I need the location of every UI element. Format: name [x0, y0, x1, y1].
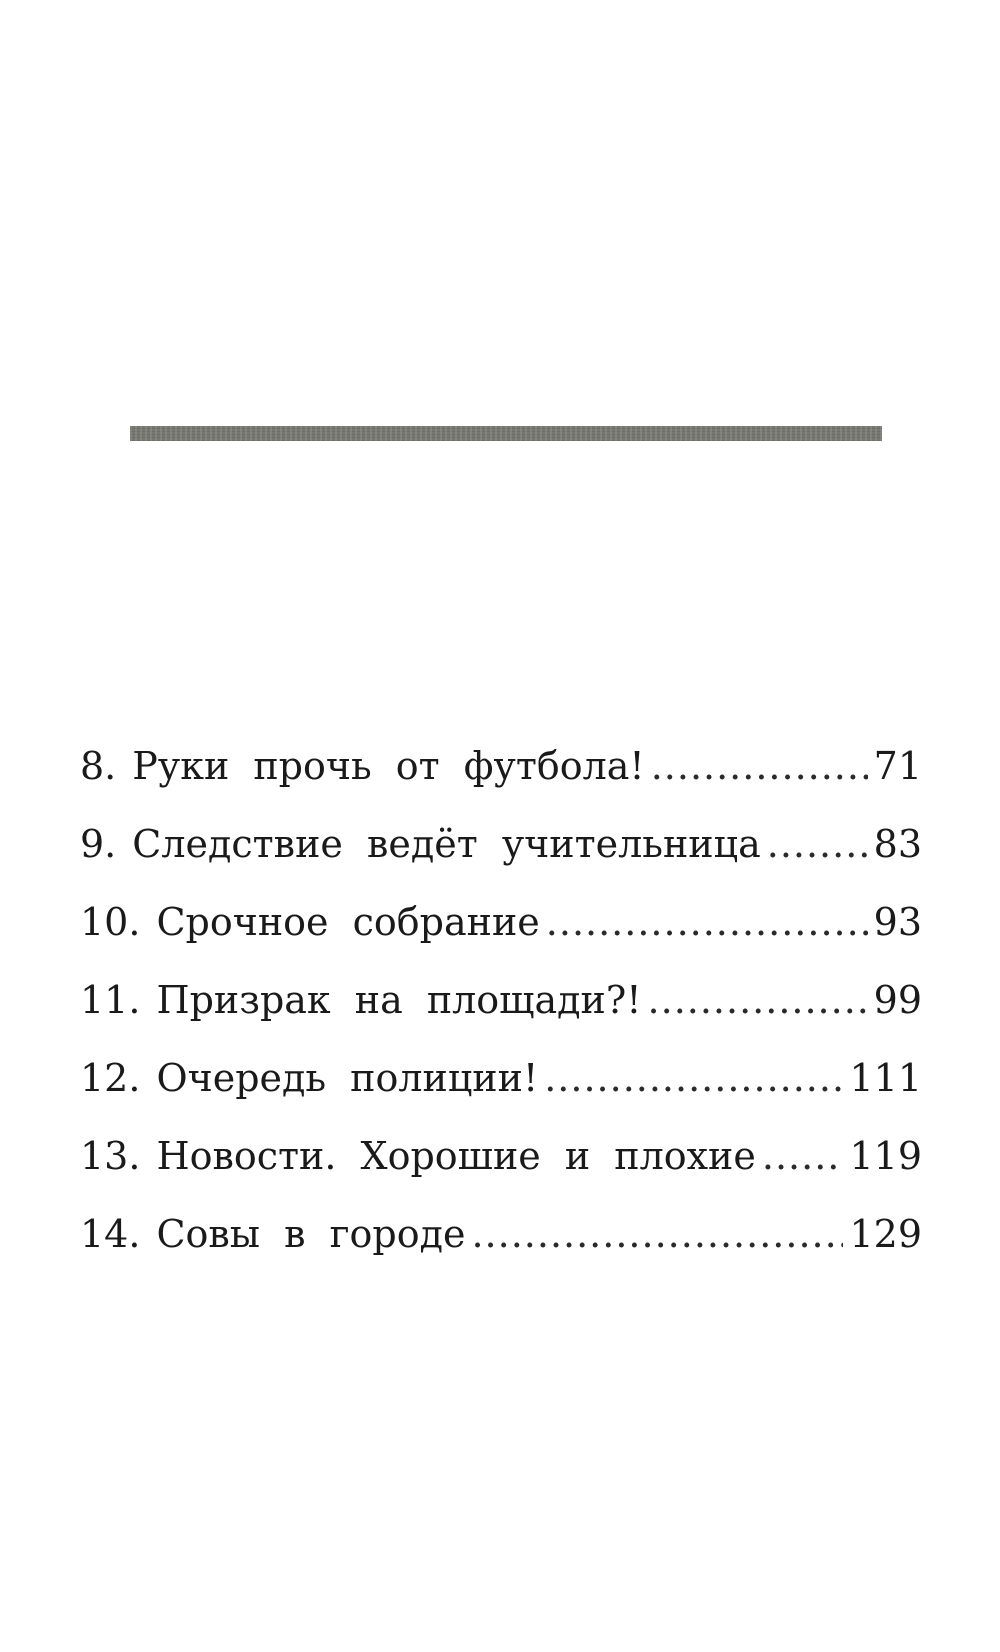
decorative-rule: [130, 426, 882, 441]
chapter-title: Руки прочь от футбола!: [132, 744, 645, 788]
toc-entry: [80, 820, 922, 898]
dot-leader: [762, 1132, 844, 1180]
toc-entry: [80, 1210, 922, 1288]
chapter-number: 13.: [80, 1134, 141, 1178]
chapter-number: 10.: [80, 900, 141, 944]
chapter-page-number: 99: [873, 978, 922, 1022]
dot-leader: [546, 898, 868, 946]
toc-entry: [80, 742, 922, 820]
toc-entry: [80, 898, 922, 976]
chapter-title: Призрак на площади?!: [156, 978, 642, 1022]
chapter-title: Очередь полиции!: [156, 1056, 539, 1100]
chapter-number: 8.: [80, 744, 117, 788]
dot-leader: [767, 820, 868, 868]
chapter-page-number: 129: [849, 1212, 922, 1256]
toc-entry: [80, 1054, 922, 1132]
chapter-page-number: 119: [849, 1134, 922, 1178]
chapter-page-number: 93: [873, 900, 922, 944]
toc-entry: [80, 976, 922, 1054]
chapter-title: Следствие ведёт учительница: [132, 822, 761, 866]
dot-leader: [544, 1054, 843, 1102]
chapter-title: Совы в городе: [156, 1212, 466, 1256]
chapter-page-number: 71: [873, 744, 922, 788]
chapter-page-number: 111: [849, 1056, 922, 1100]
chapter-page-number: 83: [873, 822, 922, 866]
table-of-contents: [80, 742, 922, 1288]
chapter-number: 12.: [80, 1056, 141, 1100]
chapter-title: Срочное собрание: [156, 900, 540, 944]
chapter-number: 9.: [80, 822, 117, 866]
dot-leader: [471, 1210, 843, 1258]
toc-entry: [80, 1132, 922, 1210]
dot-leader: [651, 742, 868, 790]
dot-leader: [648, 976, 868, 1024]
chapter-number: 11.: [80, 978, 141, 1022]
chapter-title: Новости. Хорошие и плохие: [156, 1134, 756, 1178]
chapter-number: 14.: [80, 1212, 141, 1256]
